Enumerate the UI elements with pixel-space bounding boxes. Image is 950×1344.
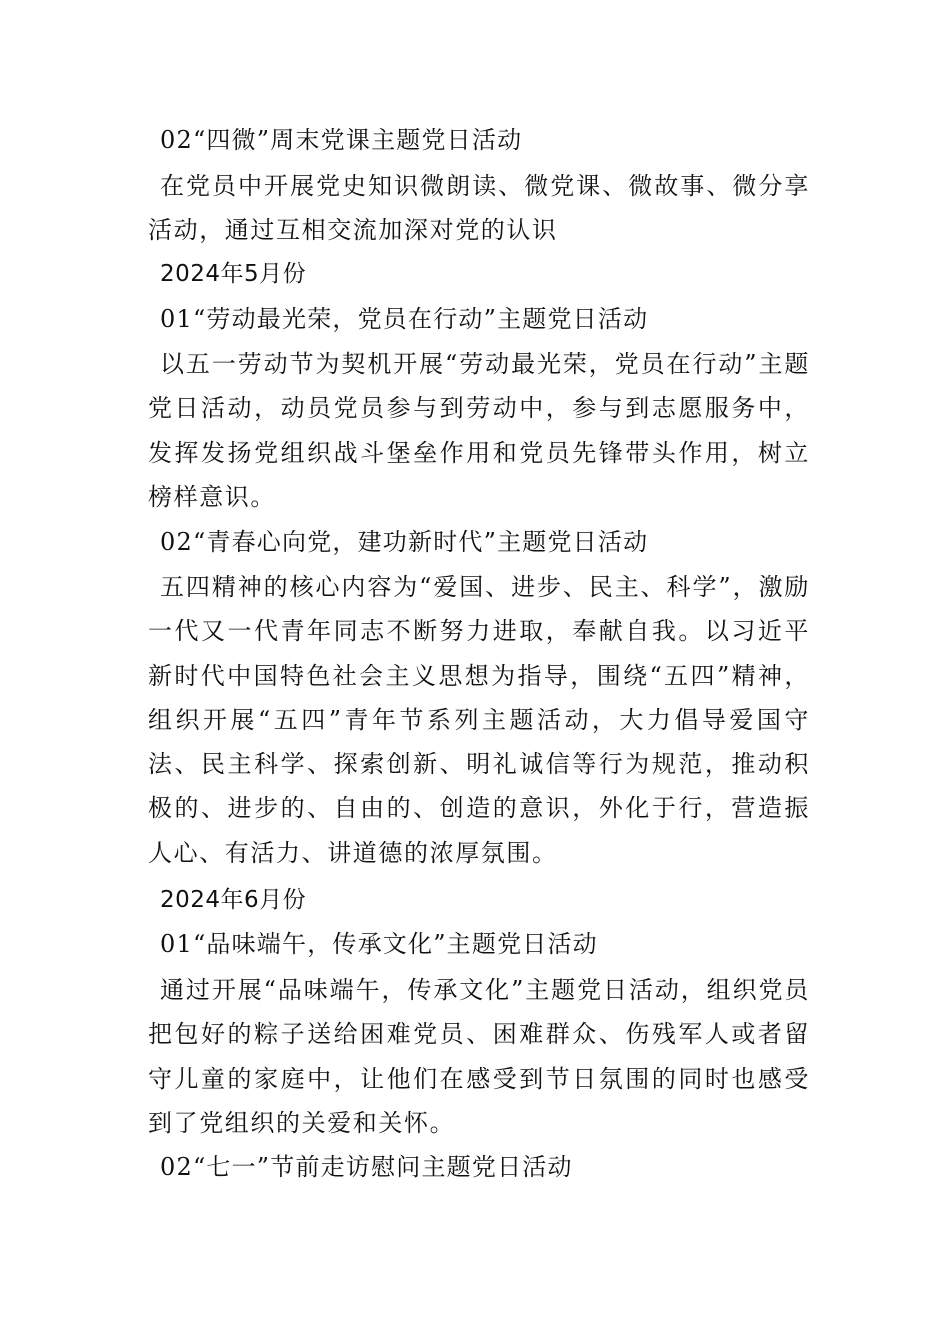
activity-heading: 02“四微”周末党课主题党日活动 bbox=[160, 126, 523, 154]
month-heading: 2024年5月份 bbox=[160, 261, 307, 287]
activity-heading: 01“品味端午，传承文化”主题党日活动 bbox=[160, 930, 598, 958]
activity-description: 五四精神的核心内容为“爱国、进步、民主、科学”，激励一代又一代青年同志不断努力进取，奉献自我。以习近平新时代中国特色社会主义思想为指导，围绕“五四”精神，组织开展“五四”青年节系列主题活动，大力倡导爱国守法、民主科学、探索创新、明礼诚信等行为规范，推动积极的、进步的、自由的、创造的意识，外化于行，营造振人心、有活力、讲道德的浓厚氛围。 bbox=[148, 573, 810, 867]
activity-description: 以五一劳动节为契机开展“劳动最光荣，党员在行动”主题党日活动，动员党员参与到劳动中，参与到志愿服务中，发挥发扬党组织战斗堡垒作用和党员先锋带头作用，树立榜样意识。 bbox=[148, 350, 810, 511]
activity-heading: 02“青春心向党，建功新时代”主题党日活动 bbox=[160, 528, 649, 556]
activity-description: 在党员中开展党史知识微朗读、微党课、微故事、微分享活动，通过互相交流加深对党的认识 bbox=[148, 172, 810, 245]
activity-heading: 02“七一”节前走访慰问主题党日活动 bbox=[160, 1153, 573, 1181]
activity-heading: 01“劳动最光荣，党员在行动”主题党日活动 bbox=[160, 305, 649, 333]
activity-description: 通过开展“品味端午，传承文化”主题党日活动，组织党员把包好的粽子送给困难党员、困难群众、伤残军人或者留守儿童的家庭中，让他们在感受到节日氛围的同时也感受到了党组织的关爱和关怀。 bbox=[148, 976, 810, 1137]
month-heading: 2024年6月份 bbox=[160, 887, 307, 913]
